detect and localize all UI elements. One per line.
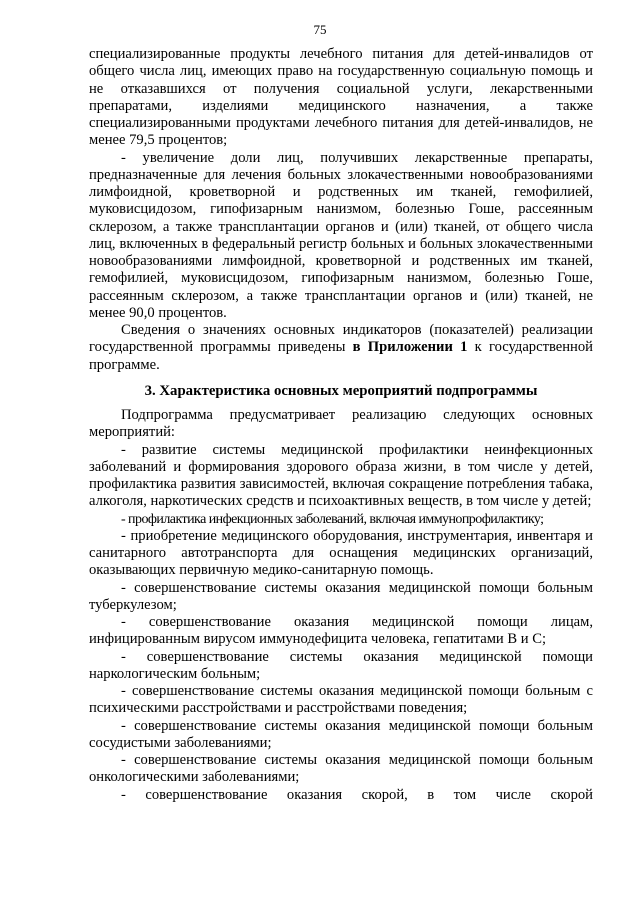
paragraph-continuation: специализированные продукты лечебного питания для детей-инвалидов от общего числа лиц, имеющих право на государственную социальную помощь и не отказавшихся от получения социальной услуги, лекарственными препаратами, изделиями медицинского назначения, а также специализированными продуктами лечебного питания для детей-инвалидов, не менее 79,5 процентов; — [89, 46, 593, 149]
measure-narcology: - совершенствование системы оказания медицинской помощи наркологическим больным; — [89, 648, 593, 682]
measure-equipment-purchase: - приобретение медицинского оборудования, инструментария, инвентаря и санитарного автотранспорта для оснащения медицинских организаций, оказывающих первичную медико-санитарную помощь. — [89, 527, 593, 579]
indicators-text-before: Сведения о значениях основных индикаторов (показателей) реализации государственной программы приведены — [89, 322, 593, 356]
indicators-reference-paragraph — [89, 322, 593, 374]
measure-oncology: - совершенствование системы оказания медицинской помощи больным онкологическими заболеваниями; — [89, 752, 593, 786]
measure-mental-health: - совершенствование системы оказания медицинской помощи больным с психическими расстройствами и расстройствами поведения; — [89, 683, 593, 717]
document-body — [89, 46, 593, 804]
appendix-reference: в Приложении 1 — [352, 339, 468, 356]
measure-ncd-prevention: - развитие системы медицинской профилактики неинфекционных заболеваний и формирования здорового образа жизни, в том числе у детей, профилактика развития зависимостей, включая сокращение потребления табака, алкоголя, наркотических средств и психоактивных веществ, в том числе у детей; — [89, 441, 593, 510]
measure-emergency-care: - совершенствование оказания скорой, в том числе скорой — [121, 786, 593, 803]
indicators-text-after: к государственной программе. — [89, 339, 593, 373]
page-number: 75 — [313, 22, 327, 37]
subprogram-intro: Подпрограмма предусматривает реализацию следующих основных мероприятий: — [89, 407, 593, 441]
measure-hiv-hepatitis: - совершенствование оказания медицинской помощи лицам, инфицированным вирусом иммунодефицита человека, гепатитами В и С; — [89, 614, 593, 648]
measure-infection-prevention: - профилактика инфекционных заболеваний, включая иммунопрофилактику; — [121, 511, 544, 527]
measure-tuberculosis: - совершенствование системы оказания медицинской помощи больным туберкулезом; — [89, 579, 593, 613]
list-item-treatment-share: - увеличение доли лиц, получивших лекарственные препараты, предназначенные для лечения больных злокачественными новообразованиями лимфоидной, кроветворной и родственных им тканей, гемофилией, муковисцидозом, гипофизарным нанизмом, болезнью Гоше, рассеянным склерозом, а также трансплантации органов и (или) тканей, от общего числа лиц, включенных в федеральный регистр больных и больных злокачественными новообразованиями лимфоидной, кроветворной и родственных им тканей, гемофилией, муковисцидозом, гипофизарным нанизмом, болезнью Гоше, рассеянным склерозом, а также трансплантации органов и (или) тканей, не менее 90,0 процентов. — [89, 149, 593, 321]
measure-vascular: - совершенствование системы оказания медицинской помощи больным сосудистыми заболеваниями; — [89, 717, 593, 751]
section-heading: 3. Характеристика основных мероприятий подпрограммы — [144, 382, 538, 399]
